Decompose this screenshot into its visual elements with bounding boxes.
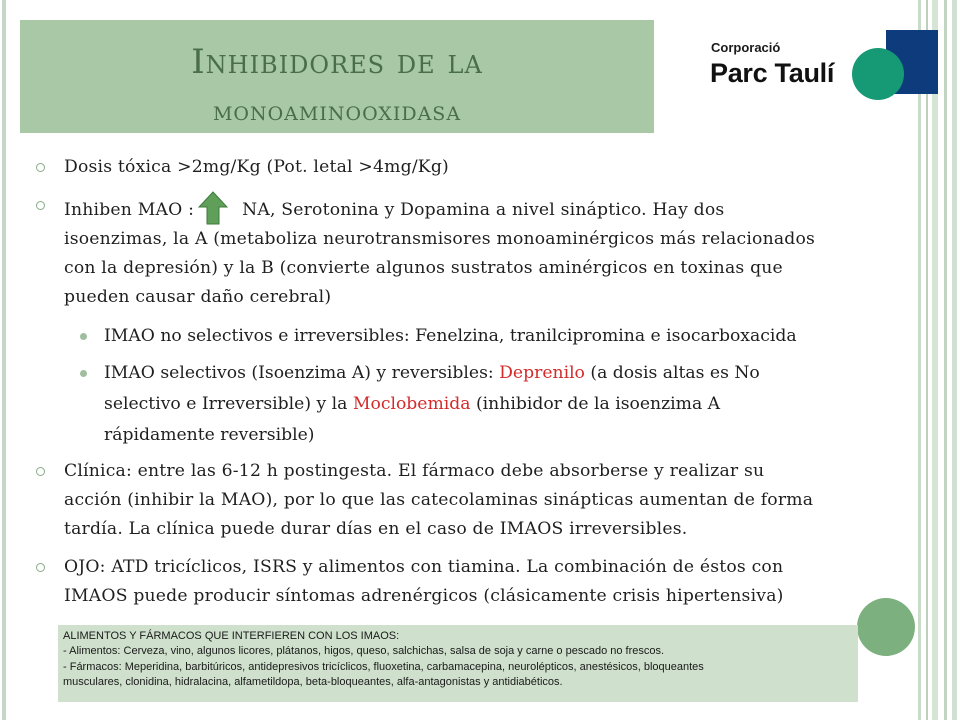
- bullet-ojo-line2: IMAOS puede producir síntomas adrenérgicos (clásicamente crisis hipertensiva): [64, 586, 784, 606]
- right-border-stripe: [918, 0, 921, 720]
- sub-bullet-selectivos-text-a: IMAO selectivos (Isoenzima A) y reversibles:: [104, 363, 500, 383]
- bullet-inhiben-line2: isoenzimas, la A (metaboliza neurotransmisores monoaminérgicos más relacionados: [64, 229, 816, 249]
- drug-moclobemida: Moclobemida: [352, 394, 471, 414]
- sub-bullet-no-selectivos-text: IMAO no selectivos e irreversibles: Fenelzina, tranilcipromina e isocarboxacida: [104, 326, 797, 346]
- bullet-dosis-text: Dosis tóxica >2mg/Kg (Pot. letal >4mg/Kg): [64, 157, 449, 177]
- sub-bullet-no-selectivos: [36, 321, 896, 352]
- sub-bullet-selectivos-line2-b: (inhibidor de la isoenzima A: [470, 394, 721, 414]
- sub-bullet-dot-icon: [80, 370, 87, 377]
- bullet-clinica-line1: Clínica: entre las 6-12 h postingesta. El fármaco debe absorberse y realizar su: [64, 461, 765, 481]
- bullet-inhiben-pre: Inhiben MAO :: [64, 200, 195, 220]
- bullet-ojo-line1: OJO: ATD tricíclicos, ISRS y alimentos con tiamina. La combinación de éstos con: [64, 557, 784, 577]
- bullet-inhiben-line4: pueden causar daño cerebral): [64, 287, 332, 307]
- logo-green-circle: [852, 48, 904, 100]
- logo-corporacio-text: Corporació: [711, 40, 781, 55]
- bullet-inhiben: [36, 191, 896, 312]
- interactions-note-box: [58, 625, 858, 702]
- right-border-stripe: [952, 0, 957, 720]
- right-border-stripe: [926, 0, 928, 720]
- bullet-ring-icon: [36, 201, 45, 210]
- right-border-stripe: [944, 0, 947, 720]
- bullet-dosis: [36, 153, 896, 182]
- bullet-ring-icon: [36, 563, 45, 572]
- right-border-stripe: [932, 0, 938, 720]
- bullet-ring-icon: [36, 163, 45, 172]
- drug-deprenilo: Deprenilo: [499, 363, 585, 383]
- bullet-ojo: [36, 553, 896, 611]
- up-arrow-icon: [198, 191, 228, 225]
- sub-bullet-selectivos: [36, 358, 896, 451]
- slide-content: [36, 153, 896, 620]
- left-border-rule: [2, 0, 6, 720]
- note-heading: ALIMENTOS Y FÁRMACOS QUE INTERFIEREN CON LOS IMAOS:: [63, 630, 400, 642]
- slide-title-box: [20, 20, 654, 133]
- sub-bullet-selectivos-text-b: (a dosis altas es No: [584, 363, 760, 383]
- logo-parc-tauli-text: Parc Taulí: [710, 58, 835, 88]
- bullet-ring-icon: [36, 467, 45, 476]
- bullet-clinica-line2: acción (inhibir la MAO), por lo que las catecolaminas sinápticas aumentan de forma: [64, 490, 814, 510]
- sub-bullet-selectivos-line2-a: selectivo e Irreversible) y la: [104, 394, 353, 414]
- sub-bullet-dot-icon: [80, 333, 87, 340]
- parc-tauli-logo-mark: [850, 26, 942, 106]
- decorative-green-circle: [857, 598, 915, 656]
- note-alimentos: - Alimentos: Cerveza, vino, algunos licores, plátanos, higos, queso, salchichas, salsa de soja y carne o pescado no frescos.: [63, 645, 665, 658]
- bullet-clinica: [36, 457, 896, 544]
- bullet-inhiben-line1: NA, Serotonina y Dopamina a nivel sináptico. Hay dos: [242, 200, 725, 220]
- bullet-clinica-line3: tardía. La clínica puede durar días en el caso de IMAOS irreversibles.: [64, 519, 688, 539]
- sub-bullet-selectivos-line3: rápidamente reversible): [104, 425, 315, 445]
- slide-title-line2: monoaminooxidasa: [212, 96, 462, 127]
- note-farmacos-line1: - Fármacos: Meperidina, barbitúricos, antidepresivos tricíclicos, fluoxetina, carbamacepina, neurolépticos, anestésicos, bloqueantes: [63, 660, 704, 673]
- slide-title-line1: Inhibidores de la: [191, 42, 483, 82]
- note-farmacos-line2: musculares, clonidina, hidralacina, alfametildopa, beta-bloqueantes, alfa-antagonistas y antidiabéticos.: [63, 675, 563, 688]
- bullet-inhiben-line3: con la depresión) y la B (convierte algunos sustratos aminérgicos en toxinas que: [64, 258, 783, 278]
